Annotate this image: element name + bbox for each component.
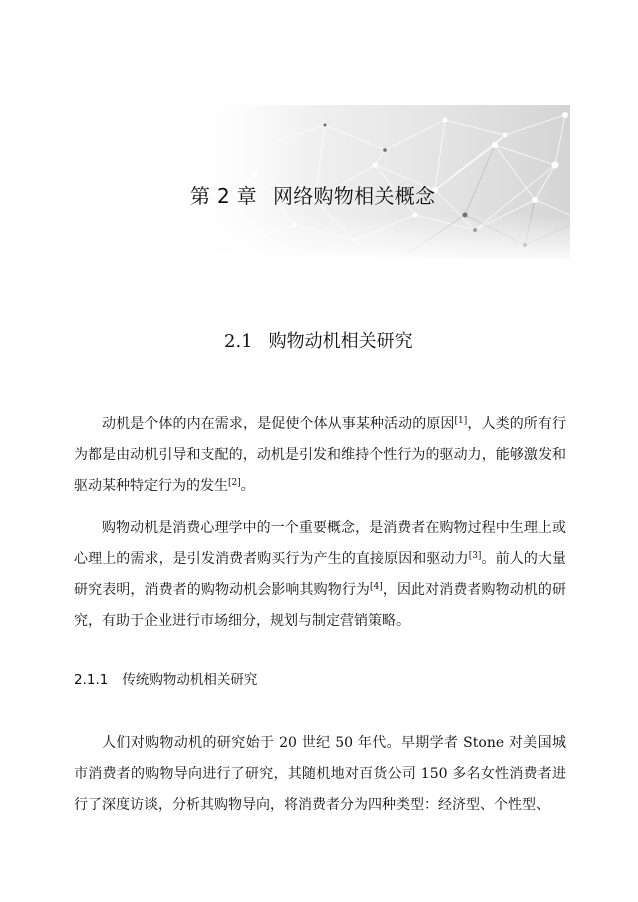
chapter-number: 第 2 章 bbox=[190, 184, 257, 208]
paragraph-text: 动机是个体的内在需求，是促使个体从事某种活动的原因 bbox=[102, 416, 455, 432]
chapter-title-text: 网络购物相关概念 bbox=[272, 184, 436, 208]
citation-ref[interactable]: [3] bbox=[468, 551, 482, 561]
subsection-title-text: 传统购物动机相关研究 bbox=[122, 672, 258, 688]
body-paragraph-2 bbox=[74, 513, 566, 637]
section-title-text: 购物动机相关研究 bbox=[268, 331, 413, 352]
paragraph-text: 购物动机是消费心理学中的一个重要概念，是消费者在购物过程中生理上或心理上的需求，是引发消费者购买行为产生的直接原因和驱动力 bbox=[74, 520, 566, 567]
paragraph-text: 人们对购物动机的研究始于 20 世纪 50 年代。早期学者 Stone 对美国城市消费者的购物导向进行了研究，其随机地对百货公司 150 多名女性消费者进行了深度访谈，分析其购物导向，将消费者分为四种类型：经济型、个性型、 bbox=[74, 735, 566, 813]
section-heading bbox=[224, 327, 413, 353]
body-paragraph-1 bbox=[74, 409, 566, 502]
citation-ref[interactable]: [4] bbox=[370, 582, 383, 592]
paragraph-text: ，因此对消费者购物动机的研究，有助于企业进行市场细分，规划与制定营销策略。 bbox=[74, 582, 567, 629]
paragraph-text: 。 bbox=[240, 478, 255, 494]
citation-ref[interactable]: [1] bbox=[454, 416, 468, 426]
chapter-title bbox=[190, 180, 435, 209]
citation-ref[interactable]: [2] bbox=[228, 478, 241, 488]
paragraph-text: 。前人的大量研究表明，消费者的购物动机会影响其购物行为 bbox=[74, 551, 567, 598]
subsection-heading bbox=[74, 668, 257, 688]
body-paragraph-3 bbox=[74, 728, 566, 821]
subsection-number: 2.1.1 bbox=[74, 672, 109, 688]
paragraph-text: ，人类的所有行为都是由动机引导和支配的，动机是引发和维持个性行为的驱动力，能够激发和驱动某种特定行为的发生 bbox=[74, 416, 567, 494]
section-number: 2.1 bbox=[224, 331, 253, 352]
